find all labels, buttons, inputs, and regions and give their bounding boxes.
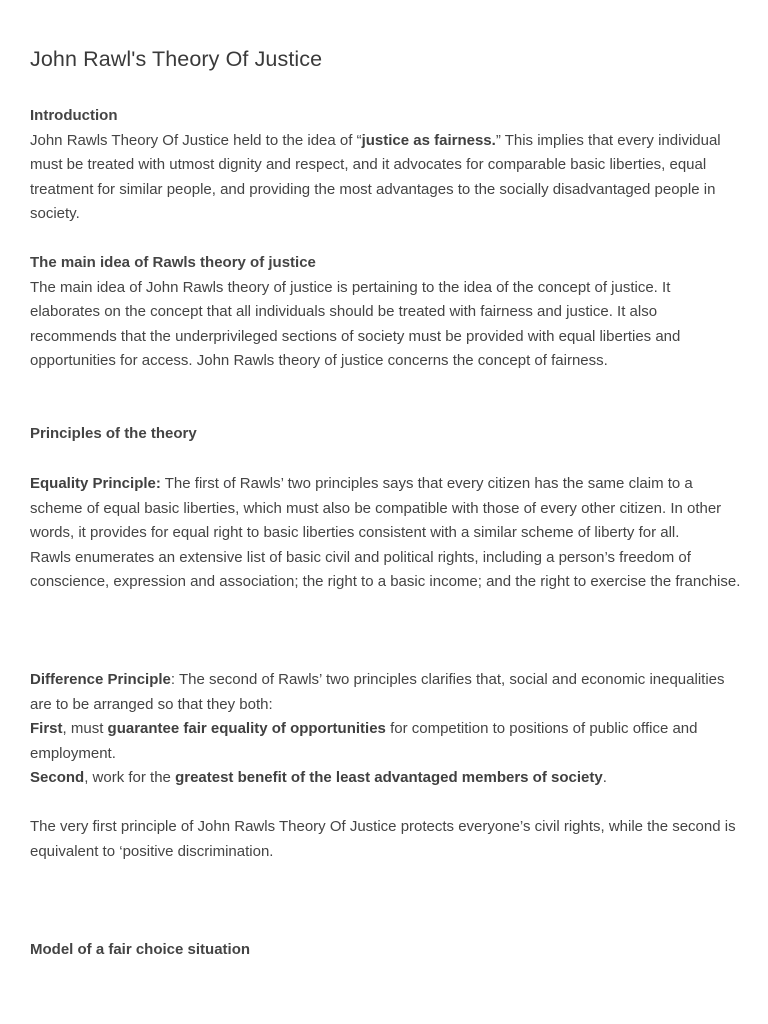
equality-paragraph	[30, 472, 742, 546]
second-after: .	[602, 769, 607, 786]
intro-text-before: John Rawls Theory Of Justice held to the idea of “	[30, 131, 362, 149]
difference-principle-section	[30, 668, 742, 791]
introduction-section	[30, 104, 742, 227]
principles-heading: Principles of the theory	[30, 425, 197, 442]
main-idea-heading: The main idea of Rawls theory of justice	[30, 254, 316, 271]
second-label: Second	[30, 769, 85, 786]
principles-heading-block	[30, 422, 742, 447]
model-section	[30, 938, 742, 963]
conclusion-paragraph: The very first principle of John Rawls Theory Of Justice protects everyone’s civil rights, while the second is equivalent to ‘positive discrimination.	[30, 818, 736, 860]
intro-bold-phrase: justice as fairness.	[361, 131, 496, 149]
first-after: for competition to positions of public office and employment.	[30, 720, 698, 762]
second-bold: greatest benefit of the least advantaged members of society	[175, 769, 603, 786]
introduction-heading: Introduction	[30, 107, 118, 124]
main-idea-section	[30, 251, 742, 374]
conclusion-section	[30, 815, 742, 864]
difference-first-item	[30, 717, 742, 766]
equality-label: Equality Principle:	[30, 475, 161, 492]
difference-label: Difference Principle	[30, 671, 171, 688]
first-label: First	[30, 720, 63, 737]
difference-text: : The second of Rawls’ two principles clarifies that, social and economic inequalities are to be arranged so that they both:	[30, 671, 725, 713]
introduction-paragraph	[30, 129, 742, 227]
model-heading: Model of a fair choice situation	[30, 941, 251, 958]
equality-text: The first of Rawls’ two principles says that every citizen has the same claim to a scheme of equal basic liberties, which must also be compatible with those of every other citizen. In other words, it provides for equal right to basic liberties consistent with a similar scheme of liberty for all.	[30, 475, 722, 541]
intro-text-after: ” This implies that every individual must be treated with utmost dignity and respect, and it advocates for comparable basic liberties, equal treatment for similar people, and providing the most advantages to the socially disadvantaged people in society.	[30, 131, 721, 222]
difference-paragraph	[30, 668, 742, 717]
equality-principle-section	[30, 472, 742, 595]
equality-paragraph-2: Rawls enumerates an extensive list of basic civil and political rights, including a person’s freedom of conscience, expression and association; the right to a basic income; and the right to exercise the franchise.	[30, 548, 741, 590]
first-mid: , must	[62, 720, 108, 737]
page-title: John Rawl's Theory Of Justice	[30, 47, 323, 71]
main-idea-paragraph: The main idea of John Rawls theory of justice is pertaining to the idea of the concept of justice. It elaborates on the concept that all individuals should be treated with fairness and justice. It also recommends that the underprivileged sections of society must be provided with equal liberties and opportunities for access. John Rawls theory of justice concerns the concept of fairness.	[30, 278, 681, 369]
first-bold: guarantee fair equality of opportunities	[107, 720, 386, 737]
second-mid: , work for the	[84, 769, 176, 786]
difference-second-item	[30, 766, 742, 791]
